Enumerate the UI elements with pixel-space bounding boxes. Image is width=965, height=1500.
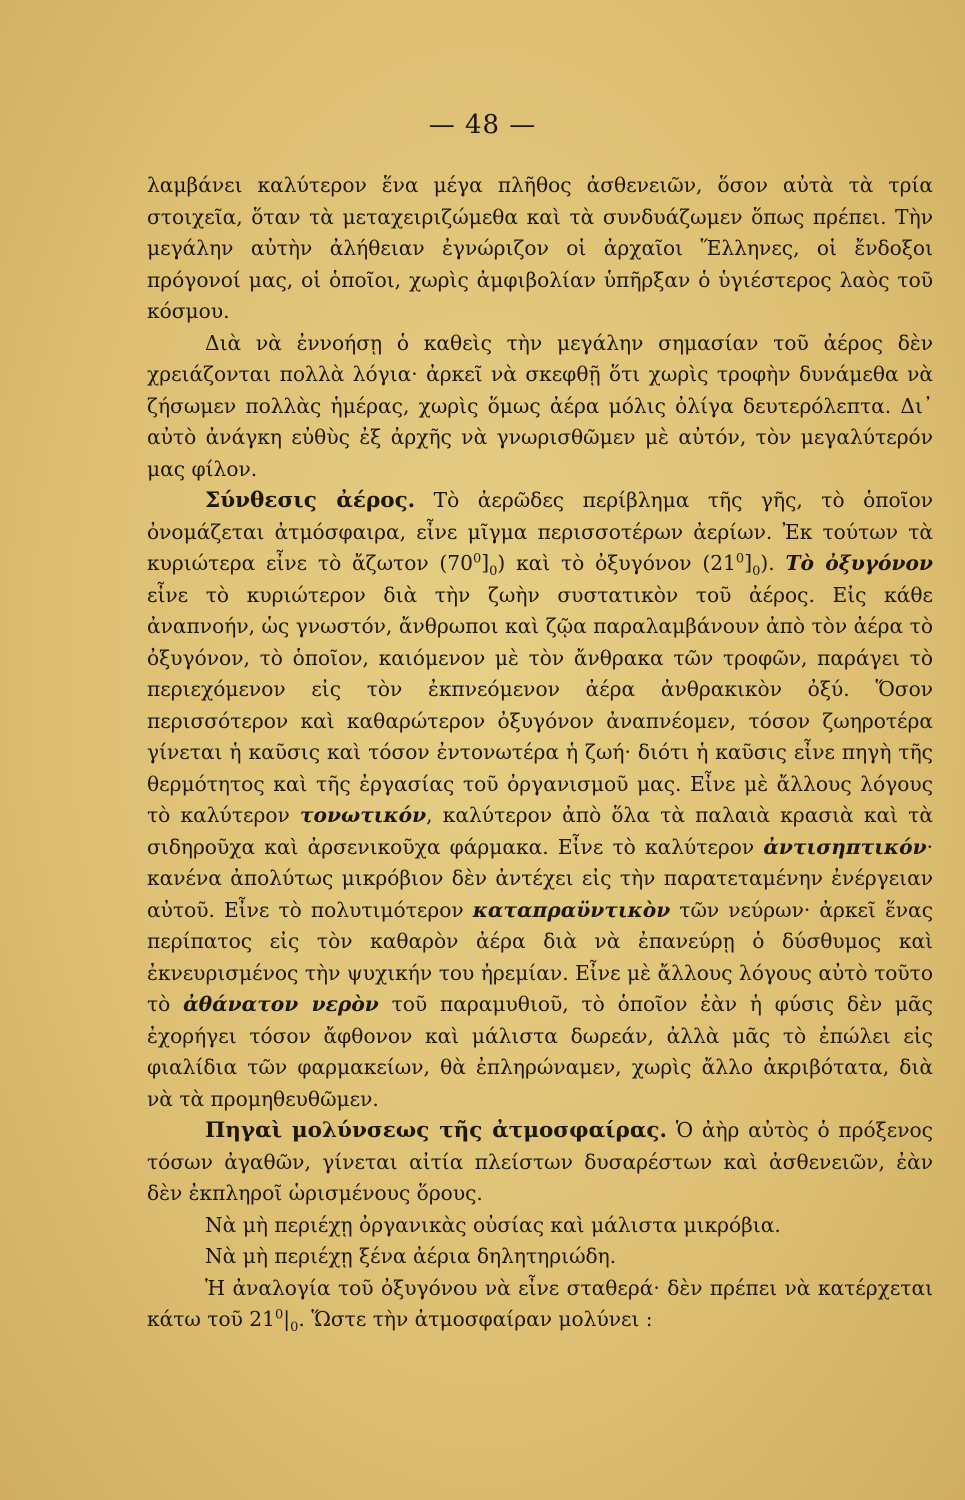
page-number: — 48 —	[428, 110, 537, 140]
paragraph-1: λαμβάνει καλύτερον ἕνα μέγα πλῆθος ἀσθενειῶν, ὅσον αὐτὰ τὰ τρία στοιχεῖα, ὅταν τὰ μεταχειριζώμεθα καὶ τὰ συνδυάζωμεν ὅπως πρέπει. Τὴν μεγάλην αὐτὴν ἀλήθειαν ἐγνώριζον οἱ ἀρχαῖοι Ἕλληνες, οἱ ἔνδοξοι πρόγονοί μας, οἱ ὁποῖοι, χωρὶς ἀμφιβολίαν ὑπῆρξαν ὁ ὑγιέστερος λαὸς τοῦ κόσμου.	[147, 173, 933, 323]
condition-3: Ἡ ἀναλογία τοῦ ὀξυγόνου νὰ εἶνε σταθερά· δὲν πρέπει νὰ κατέρχεται κάτω τοῦ $21^0|_0$. Ὥστε τὴν ἀτμοσφαίραν μολύνει :	[147, 1275, 933, 1336]
term-tonic: τονωτικόν	[299, 803, 427, 827]
condition-1: Νὰ μὴ περιέχῃ ὀργανικὰς οὐσίας καὶ μάλιστα μικρόβια.	[205, 1212, 781, 1237]
paragraph-2: Διὰ νὰ ἐννοήσῃ ὁ καθεὶς τὴν μεγάλην σημασίαν τοῦ ἀέρος δὲν χρειάζονται πολλὰ λόγια· ἀρκεῖ νὰ σκεφθῇ ὅτι χωρὶς τροφὴν δυνάμεθα νὰ ζήσωμεν πολλὰς ἡμέρας, χωρὶς ὅμως ἀέρα μόλις ὀλίγα δευτερόλεπτα. Δι᾿ αὐτὸ ἀνάγκη εὐθὺς ἐξ ἀρχῆς νὰ γνωρισθῶμεν μὲ αὐτόν, τὸν μεγαλύτερόν μας φίλον.	[147, 330, 933, 481]
paragraph-air-composition: Σύνθεσις ἀέρος. Τὸ ἀερῶδες περίβλημα τῆς γῆς, τὸ ὁποῖον ὀνομάζεται ἀτμόσφαιρα, εἶνε μῖγμα περισσοτέρων ἀερίων. Ἐκ τούτων τὰ κυριώτερα εἶνε τὸ ἄζωτον $(70^0]_0$) καὶ τὸ ὀξυγόνον $(21^0]_0$). Τὸ ὀξυγόνον εἶνε τὸ κυριώτερον διὰ τὴν ζωὴν συστατικὸν τοῦ ἀέρος. Εἰς κάθε ἀναπνοήν, ὡς γνωστόν, ἄνθρωποι καὶ ζῷα παραλαμβάνουν ἀπὸ τὸν ἀέρα τὸ ὀξυγόνον, τὸ ὁποῖον, καιόμενον μὲ τὸν ἄνθρακα τῶν τροφῶν, παράγει τὸ περιεχόμενον εἰς τὸν ἐκπνεόμενον ἀέρα ἀνθρακικὸν ὀξύ. Ὅσον περισσότερον καὶ καθαρώτερον ὀξυγόνον ἀναπνέομεν, τόσον ζωηροτέρα γίνεται ἡ καῦσις καὶ τόσον ἐντονωτέρα ἡ ζωή· διότι ἡ καῦσις εἶνε πηγὴ τῆς θερμότητος καὶ τῆς ἐργασίας τοῦ ὀργανισμοῦ μας. Εἶνε μὲ ἄλλους λόγους τὸ καλύτερον τονωτικόν, καλύτερον ἀπὸ ὅλα τὰ παλαιὰ κρασιὰ καὶ τὰ σιδηροῦχα καὶ ἀρσενικοῦχα φάρμακα. Εἶνε τὸ καλύτερον ἀντισηπτικόν· κανένα ἀπολύτως μικρόβιον δὲν ἀντέχει εἰς τὴν παρατεταμένην ἐνέργειαν αὐτοῦ. Εἶνε τὸ πολυτιμότερον καταπραϋντικὸν τῶν νεύρων· ἀρκεῖ ἕνας περίπατος εἰς τὸν καθαρὸν ἀέρα διὰ νὰ ἐπανεύρῃ ὁ δύσθυμος καὶ ἐκνευρισμένος τὴν ψυχικήν του ἠρεμίαν. Εἶνε μὲ ἄλλους λόγους αὐτὸ τοῦτο τὸ ἀθάνατον νερὸν τοῦ παραμυθιοῦ, τὸ ὁποῖον ἐὰν ἡ φύσις δὲν μᾶς ἐχορήγει τόσον ἄφθονον καὶ μάλιστα δωρεάν, ἀλλὰ μᾶς τὸ ἐπώλει εἰς φιαλίδια τῶν φαρμακείων, θὰ ἐπληρώναμεν, χωρὶς ἄλλο ἀκριβότατα, διὰ νὰ τὰ προμηθευθῶμεν.	[147, 488, 934, 1111]
condition-2: Νὰ μὴ περιέχῃ ξένα ἀέρια δηλητηριώδη.	[205, 1244, 617, 1268]
section-heading-air-composition: Σύνθεσις ἀέρος.	[205, 488, 416, 513]
term-oxygen: Τὸ ὀξυγόνον	[785, 551, 934, 575]
section-heading-pollution: Πηγαὶ μολύνσεως τῆς ἀτμοσφαίρας.	[205, 1118, 667, 1143]
term-immortal-water: ἀθάνατον νερὸν	[183, 992, 379, 1016]
paragraph-pollution-sources: Πηγαὶ μολύνσεως τῆς ἀτμοσφαίρας. Ὁ ἀὴρ αὐτὸς ὁ πρόξενος τόσων ἀγαθῶν, γίνεται αἰτία πλείστων δυσαρέστων καὶ ἀσθενειῶν, ἐὰν δὲν ἐκπληροῖ ὡρισμένους ὅρους.	[147, 1118, 933, 1205]
term-antiseptic: ἀντισηπτικόν	[763, 834, 927, 859]
term-soothing: καταπραϋντικὸν	[472, 897, 671, 922]
body-text	[147, 170, 933, 1336]
